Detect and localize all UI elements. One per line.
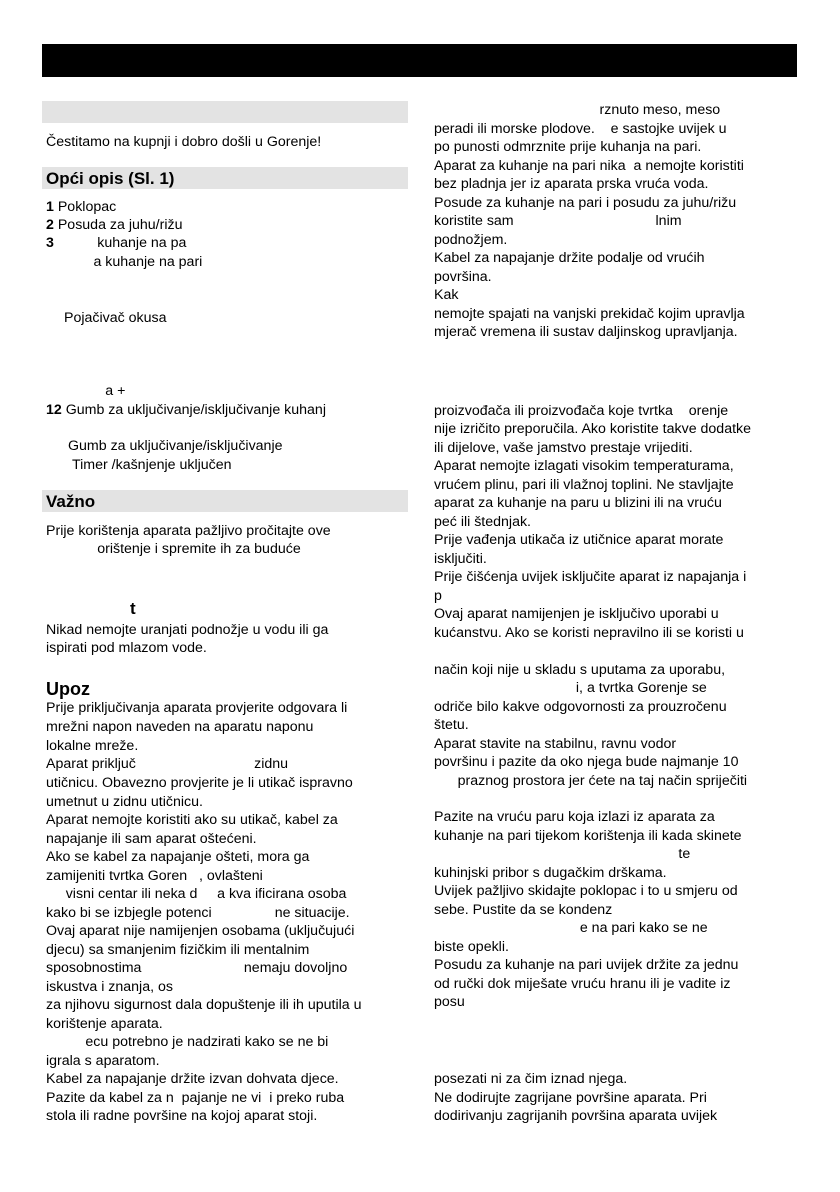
warning-line: ecu potrebno je nadzirati kako se ne bi — [46, 1034, 329, 1050]
warning-line: stola ili radne površine na kojoj aparat stoji. — [46, 1108, 318, 1124]
text-line: kućanstvu. Ako se koristi nepravilno ili se koristi u — [434, 625, 744, 641]
list-item: Pojačivač okusa — [64, 310, 167, 326]
text-line: Uvijek pažljivo skidajte poklopac i to u smjeru od — [434, 883, 738, 899]
warning-line: kako bi se izbjegle potenci ne situacije. — [46, 905, 350, 921]
important-text-line: orištenje i spremite ih za buduće — [46, 541, 301, 557]
text-line: nije izričito preporučila. Ako koristite takve dodatke — [434, 421, 752, 437]
text-line: e na pari kako se ne — [434, 920, 708, 936]
list-item: a + — [58, 383, 126, 399]
intro-section-bar — [42, 101, 408, 123]
text-line: peradi ili morske plodove. e sastojke uvijek u — [434, 121, 727, 137]
warning-line: Aparat nemojte koristiti ako su utikač, kabel za — [46, 812, 338, 828]
text-line: po punosti odmrznite prije kuhanja na pari. — [434, 139, 702, 155]
text-line: p — [434, 588, 442, 604]
text-line: peć ili štednjak. — [434, 514, 531, 530]
warning-line: utičnicu. Obavezno provjerite je li utikač ispravno — [46, 775, 353, 791]
warning-line: Ovaj aparat nije namijenjen osobama (uključujući — [46, 923, 355, 939]
warning-line: Kabel za napajanje držite izvan dohvata djece. — [46, 1071, 339, 1087]
text-line: sebe. Pustite da se kondenz — [434, 902, 613, 918]
important-text-line: Prije korištenja aparata pažljivo pročitajte ove — [46, 523, 331, 539]
warning-line: lokalne mreže. — [46, 738, 139, 754]
text-line: Posudu za kuhanje na pari uvijek držite za jednu — [434, 957, 739, 973]
text-line: posu — [434, 994, 465, 1010]
warning-line: Ako se kabel za napajanje ošteti, mora ga — [46, 849, 310, 865]
warning-line: Pazite da kabel za n pajanje ne vi i preko ruba — [46, 1090, 345, 1106]
list-item: a kuhanje na pari — [58, 254, 203, 270]
text-line: Prije čišćenja uvijek isključite aparat iz napajanja i — [434, 569, 747, 585]
welcome-text: Čestitamo na kupnji i dobro došli u Gorenje! — [46, 134, 322, 150]
text-line: štetu. — [434, 717, 469, 733]
text-line: praznog prostora jer ćete na taj način spriječiti — [434, 773, 748, 789]
warning-line: igrala s aparatom. — [46, 1053, 160, 1069]
text-line: dodirivanju zagrijanih površina aparata uvijek — [434, 1108, 718, 1124]
text-line: Aparat za kuhanje na pari nika a nemojte koristiti — [434, 158, 744, 174]
list-item: Gumb za uključivanje/isključivanje — [68, 438, 283, 454]
text-line: biste opekli. — [434, 939, 509, 955]
text-line: proizvođača ili proizvođača koje tvrtka orenje — [434, 403, 729, 419]
never-text-line: Nikad nemojte uranjati podnožje u vodu ili ga — [46, 622, 329, 638]
header-bar — [42, 44, 797, 77]
text-line: bez pladnja jer iz aparata prska vruća voda. — [434, 176, 709, 192]
text-line: koristite sam lnim — [434, 213, 682, 229]
warning-line: Aparat priključ zidnu — [46, 756, 289, 772]
text-line: odriče bilo kakve odgovornosti za prouzročenu — [434, 699, 727, 715]
list-item: 1 Poklopac — [46, 199, 117, 215]
text-line: mjerač vremena ili sustav daljinskog upravljanja. — [434, 324, 738, 340]
warning-line: Prije priključivanja aparata provjerite odgovara li — [46, 700, 348, 716]
text-line: te — [434, 846, 691, 862]
text-line: vrućem plinu, pari ili vlažnoj toplini. Ne stavljajte — [434, 477, 734, 493]
important-title: Važno — [46, 492, 96, 511]
text-line: isključiti. — [434, 551, 487, 567]
text-line: Kak — [434, 287, 459, 303]
text-line: od ručki dok miješate vruću hranu ili je vadite iz — [434, 976, 731, 992]
warning-line: za njihovu sigurnost dala dopuštenje ili ih uputila u — [46, 997, 362, 1013]
text-line: površinu i pazite da oko njega bude najmanje 10 — [434, 754, 739, 770]
warning-line: visni centar ili neka d a kva ificirana osoba — [46, 886, 347, 902]
warning-line: zamijeniti tvrtka Goren , ovlašteni — [46, 868, 263, 884]
text-line: podnožjem. — [434, 232, 508, 248]
text-line: način koji nije u skladu s uputama za uporabu, — [434, 662, 726, 678]
warning-line: napajanje ili sam aparat oštećeni. — [46, 831, 257, 847]
list-item: 12 Gumb za uključivanje/isključivanje kuhanj — [46, 402, 326, 418]
text-line: Aparat nemojte izlagati visokim temperaturama, — [434, 458, 734, 474]
text-line: kuhinjski pribor s dugačkim drškama. — [434, 865, 667, 881]
warning-title: Upoz — [46, 679, 90, 699]
subheading-t: t — [130, 599, 136, 618]
text-line: Ovaj aparat namijenjen je isključivo uporabi u — [434, 606, 719, 622]
list-item: 2 Posuda za juhu/rižu — [46, 217, 183, 233]
text-line: Prije vađenja utikača iz utičnice aparat morate — [434, 532, 724, 548]
text-line: posezati ni za čim iznad njega. — [434, 1071, 628, 1087]
list-item: 3 kuhanje na pa — [46, 235, 187, 251]
warning-line: djecu) sa smanjenim fizičkim ili mentalnim — [46, 942, 310, 958]
list-item: Timer /kašnjenje uključen — [72, 457, 232, 473]
text-line: Posude za kuhanje na pari i posudu za juhu/rižu — [434, 195, 737, 211]
warning-line: sposobnostima nemaju dovoljno — [46, 960, 348, 976]
text-line: Ne dodirujte zagrijane površine aparata. Pri — [434, 1090, 707, 1106]
warning-line: umetnut u zidnu utičnicu. — [46, 794, 203, 810]
text-line: i, a tvrtka Gorenje se — [434, 680, 707, 696]
warning-line: iskustva i znanja, os — [46, 979, 173, 995]
text-line: ili dijelove, vaše jamstvo prestaje vrijediti. — [434, 440, 693, 456]
text-line: Aparat stavite na stabilnu, ravnu vodor — [434, 736, 677, 752]
text-line: rznuto meso, meso — [434, 102, 721, 118]
warning-line: korištenje aparata. — [46, 1016, 163, 1032]
text-line: nemojte spajati na vanjski prekidač kojim upravlja — [434, 306, 745, 322]
text-line: površina. — [434, 269, 492, 285]
text-line: Kabel za napajanje držite podalje od vrućih — [434, 250, 705, 266]
text-line: aparat za kuhanje na paru u blizini ili na vruću — [434, 495, 722, 511]
general-description-title: Opći opis (Sl. 1) — [46, 169, 175, 188]
important-section-bar — [42, 490, 408, 512]
warning-line: mrežni napon naveden na aparatu naponu — [46, 719, 314, 735]
text-line: kuhanje na pari tijekom korištenja ili kada skinete — [434, 828, 742, 844]
never-text-line: ispirati pod mlazom vode. — [46, 640, 207, 656]
text-line: Pazite na vruću paru koja izlazi iz aparata za — [434, 809, 715, 825]
